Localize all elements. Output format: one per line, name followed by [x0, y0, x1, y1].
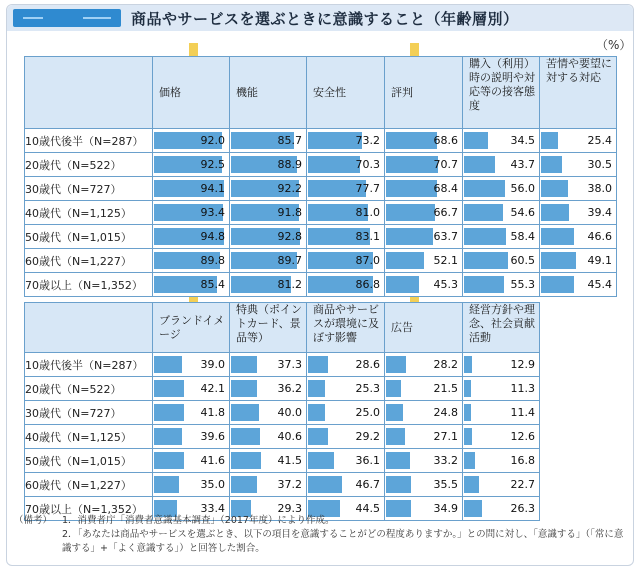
data-bar	[231, 380, 257, 397]
chart-title: 商品やサービスを選ぶときに意識すること（年齢層別）	[131, 10, 519, 28]
data-cell	[385, 201, 463, 225]
data-cell	[385, 377, 463, 401]
row-label: 10歳代後半（N=287）	[25, 129, 153, 153]
data-label: 39.0	[200, 358, 225, 371]
row-label: 70歳以上（N=1,352）	[25, 497, 153, 521]
data-label: 45.3	[433, 278, 458, 291]
table-corner	[25, 57, 153, 129]
table-row	[25, 449, 540, 473]
data-cell	[153, 225, 230, 249]
data-label: 28.2	[433, 358, 458, 371]
data-label: 36.1	[355, 454, 380, 467]
data-cell	[385, 353, 463, 377]
data-label: 27.1	[433, 430, 458, 443]
data-bar	[541, 252, 576, 269]
column-header: 購入（利用）時の説明や対応等の接客態度	[463, 57, 540, 129]
data-bar	[308, 356, 328, 373]
data-cell	[230, 153, 307, 177]
data-label: 40.6	[277, 430, 302, 443]
table-row	[25, 225, 617, 249]
data-cell	[463, 249, 540, 273]
data-label: 43.7	[510, 158, 535, 171]
data-cell	[230, 273, 307, 297]
table-row	[25, 177, 617, 201]
data-label: 35.0	[200, 478, 225, 491]
data-cell	[153, 129, 230, 153]
data-label: 28.6	[355, 358, 380, 371]
data-bar	[386, 356, 406, 373]
data-label: 49.1	[587, 254, 612, 267]
data-label: 56.0	[510, 182, 535, 195]
data-label: 39.6	[200, 430, 225, 443]
data-label: 46.6	[587, 230, 612, 243]
data-bar	[464, 356, 472, 373]
data-bar	[386, 452, 410, 469]
column-header: 安全性	[307, 57, 385, 129]
data-label: 92.0	[200, 134, 225, 147]
row-label: 10歳代後半（N=287）	[25, 353, 153, 377]
data-bar	[308, 476, 342, 493]
data-label: 52.1	[433, 254, 458, 267]
data-bar	[464, 228, 506, 245]
unit-label: （%）	[596, 38, 632, 52]
data-bar	[541, 276, 574, 293]
data-bar	[231, 452, 261, 469]
data-label: 41.8	[200, 406, 225, 419]
notes-label: （備考）	[14, 515, 53, 526]
data-label: 25.4	[587, 134, 612, 147]
data-bar	[464, 204, 503, 221]
data-bar	[464, 180, 505, 197]
data-bar	[308, 452, 334, 469]
data-bar	[308, 132, 362, 149]
data-label: 22.7	[510, 478, 535, 491]
data-cell	[540, 129, 617, 153]
data-bar	[308, 428, 328, 445]
data-bar	[541, 132, 558, 149]
data-bar	[386, 228, 433, 245]
data-label: 83.1	[355, 230, 380, 243]
data-label: 41.6	[200, 454, 225, 467]
table-row	[25, 401, 540, 425]
data-cell	[463, 425, 540, 449]
data-bar	[231, 404, 259, 421]
row-label: 40歳代（N=1,125）	[25, 201, 153, 225]
note-item: 2．「あなたは商品やサービスを選ぶとき、以下の項目を意識することがどの程度ありますか。」との問に対し、「意識する」（「常に意	[62, 529, 624, 540]
data-cell	[230, 129, 307, 153]
data-cell	[463, 129, 540, 153]
data-bar	[464, 252, 508, 269]
data-cell	[307, 353, 385, 377]
row-label: 20歳代（N=522）	[25, 377, 153, 401]
data-label: 58.4	[510, 230, 535, 243]
data-cell	[153, 273, 230, 297]
data-cell	[230, 177, 307, 201]
data-label: 93.4	[200, 206, 225, 219]
column-header: 特典（ポイントカード、景品等）	[230, 303, 307, 353]
data-cell	[385, 401, 463, 425]
data-cell	[540, 249, 617, 273]
data-cell	[230, 449, 307, 473]
data-cell	[153, 249, 230, 273]
column-header: ブランドイメージ	[153, 303, 230, 353]
data-label: 66.7	[433, 206, 458, 219]
data-bar	[386, 180, 437, 197]
data-cell	[307, 449, 385, 473]
table-corner	[25, 303, 153, 353]
data-label: 86.8	[355, 278, 380, 291]
data-label: 36.2	[277, 382, 302, 395]
data-label: 25.3	[355, 382, 380, 395]
data-label: 94.8	[200, 230, 225, 243]
data-bar	[231, 428, 260, 445]
table-row	[25, 249, 617, 273]
data-label: 11.3	[510, 382, 535, 395]
data-label: 89.7	[277, 254, 302, 267]
data-cell	[463, 473, 540, 497]
data-label: 37.2	[277, 478, 302, 491]
data-cell	[307, 201, 385, 225]
data-label: 37.3	[277, 358, 302, 371]
data-label: 70.3	[355, 158, 380, 171]
data-label: 34.9	[433, 502, 458, 515]
data-label: 35.5	[433, 478, 458, 491]
data-label: 54.6	[510, 206, 535, 219]
data-label: 11.4	[510, 406, 535, 419]
table-row	[25, 425, 540, 449]
data-cell	[153, 353, 230, 377]
data-cell	[385, 129, 463, 153]
data-cell	[463, 401, 540, 425]
note-item: 識する」+「よく意識する」）と回答した割合。	[62, 543, 265, 554]
data-cell	[385, 473, 463, 497]
data-bar	[386, 428, 405, 445]
data-cell	[230, 377, 307, 401]
column-header: 価格	[153, 57, 230, 129]
data-cell	[153, 425, 230, 449]
data-label: 81.0	[355, 206, 380, 219]
column-header: 商品やサービスが環境に及ぼす影響	[307, 303, 385, 353]
data-bar	[464, 452, 475, 469]
data-cell	[463, 449, 540, 473]
table-row	[25, 273, 617, 297]
row-label: 20歳代（N=522）	[25, 153, 153, 177]
data-cell	[540, 201, 617, 225]
data-cell	[307, 249, 385, 273]
table-row	[25, 353, 540, 377]
data-cell	[230, 249, 307, 273]
data-cell	[230, 225, 307, 249]
data-cell	[307, 377, 385, 401]
data-label: 81.2	[277, 278, 302, 291]
data-cell	[540, 273, 617, 297]
data-bar	[386, 156, 438, 173]
data-bar	[231, 476, 257, 493]
data-bar	[386, 276, 419, 293]
data-label: 68.4	[433, 182, 458, 195]
data-label: 92.8	[277, 230, 302, 243]
data-cell	[540, 177, 617, 201]
column-header: 広告	[385, 303, 463, 353]
data-label: 92.5	[200, 158, 225, 171]
data-label: 92.2	[277, 182, 302, 195]
data-label: 39.4	[587, 206, 612, 219]
data-label: 29.3	[277, 502, 302, 515]
data-cell	[463, 153, 540, 177]
data-bar	[386, 404, 403, 421]
data-label: 70.7	[433, 158, 458, 171]
data-label: 33.2	[433, 454, 458, 467]
data-cell	[385, 273, 463, 297]
data-bar	[541, 180, 568, 197]
table-row	[25, 153, 617, 177]
data-label: 87.0	[355, 254, 380, 267]
row-label: 70歳以上（N=1,352）	[25, 273, 153, 297]
data-label: 46.7	[355, 478, 380, 491]
data-label: 42.1	[200, 382, 225, 395]
data-cell	[385, 225, 463, 249]
data-cell	[385, 449, 463, 473]
data-cell	[153, 201, 230, 225]
row-label: 30歳代（N=727）	[25, 177, 153, 201]
data-label: 44.5	[355, 502, 380, 515]
data-label: 94.1	[200, 182, 225, 195]
data-bar	[231, 356, 257, 373]
table-row	[25, 129, 617, 153]
data-label: 60.5	[510, 254, 535, 267]
data-label: 85.4	[200, 278, 225, 291]
data-bar	[386, 252, 424, 269]
data-label: 33.4	[200, 502, 225, 515]
data-cell	[463, 201, 540, 225]
data-bar	[541, 228, 574, 245]
data-label: 29.2	[355, 430, 380, 443]
data-cell	[307, 401, 385, 425]
row-label: 50歳代（N=1,015）	[25, 225, 153, 249]
data-label: 63.7	[433, 230, 458, 243]
data-table-lower	[24, 302, 540, 521]
data-bar	[308, 404, 325, 421]
data-bar	[541, 156, 562, 173]
data-label: 85.7	[277, 134, 302, 147]
data-label: 12.6	[510, 430, 535, 443]
table-row	[25, 473, 540, 497]
data-bar	[464, 276, 504, 293]
data-cell	[385, 177, 463, 201]
row-label: 60歳代（N=1,227）	[25, 473, 153, 497]
data-cell	[463, 177, 540, 201]
data-bar	[464, 156, 495, 173]
data-cell	[153, 401, 230, 425]
data-cell	[230, 353, 307, 377]
column-header: 評判	[385, 57, 463, 129]
column-header: 機能	[230, 57, 307, 129]
data-label: 88.9	[277, 158, 302, 171]
data-label: 73.2	[355, 134, 380, 147]
data-cell	[463, 225, 540, 249]
column-header: 苦情や要望に対する対応	[540, 57, 617, 129]
data-cell	[540, 225, 617, 249]
data-cell	[307, 473, 385, 497]
data-label: 45.4	[587, 278, 612, 291]
data-label: 91.8	[277, 206, 302, 219]
data-bar	[154, 452, 184, 469]
data-label: 30.5	[587, 158, 612, 171]
figure-number-badge	[13, 9, 121, 27]
note-item: 1．消費者庁「消費者意識基本調査」（2017年度）により作成。	[62, 515, 335, 526]
data-cell	[307, 177, 385, 201]
data-cell	[463, 353, 540, 377]
row-label: 50歳代（N=1,015）	[25, 449, 153, 473]
data-bar	[464, 380, 471, 397]
data-bar	[464, 476, 479, 493]
data-cell	[463, 273, 540, 297]
row-label: 60歳代（N=1,227）	[25, 249, 153, 273]
column-header: 経営方針や理念、社会貢献活動	[463, 303, 540, 353]
data-table-upper	[24, 56, 617, 297]
data-label: 16.8	[510, 454, 535, 467]
data-cell	[385, 249, 463, 273]
data-cell	[307, 273, 385, 297]
data-cell	[385, 153, 463, 177]
data-bar	[541, 204, 569, 221]
data-label: 55.3	[510, 278, 535, 291]
row-label: 40歳代（N=1,125）	[25, 425, 153, 449]
data-label: 21.5	[433, 382, 458, 395]
data-cell	[153, 177, 230, 201]
data-bar	[464, 428, 472, 445]
data-cell	[385, 425, 463, 449]
data-bar	[386, 132, 437, 149]
data-label: 26.3	[510, 502, 535, 515]
data-bar	[386, 380, 401, 397]
data-label: 41.5	[277, 454, 302, 467]
data-cell	[153, 153, 230, 177]
data-label: 12.9	[510, 358, 535, 371]
data-bar	[386, 204, 435, 221]
data-cell	[153, 377, 230, 401]
data-label: 34.5	[510, 134, 535, 147]
data-cell	[230, 201, 307, 225]
data-cell	[540, 153, 617, 177]
data-cell	[307, 153, 385, 177]
data-cell	[153, 473, 230, 497]
notes	[14, 514, 623, 556]
data-bar	[154, 428, 182, 445]
data-bar	[154, 356, 182, 373]
data-bar	[464, 404, 471, 421]
data-bar	[154, 476, 179, 493]
data-bar	[386, 476, 411, 493]
data-label: 24.8	[433, 406, 458, 419]
data-label: 68.6	[433, 134, 458, 147]
data-cell	[307, 425, 385, 449]
data-bar	[154, 404, 184, 421]
data-cell	[463, 377, 540, 401]
data-cell	[230, 425, 307, 449]
table-row	[25, 377, 540, 401]
data-bar	[308, 156, 360, 173]
data-cell	[307, 225, 385, 249]
data-label: 77.7	[355, 182, 380, 195]
data-label: 38.0	[587, 182, 612, 195]
figure-header	[7, 5, 633, 31]
table-row	[25, 201, 617, 225]
data-cell	[230, 401, 307, 425]
data-bar	[154, 380, 184, 397]
data-label: 40.0	[277, 406, 302, 419]
data-label: 89.8	[200, 254, 225, 267]
data-cell	[153, 449, 230, 473]
data-label: 25.0	[355, 406, 380, 419]
data-bar	[308, 380, 325, 397]
data-cell	[230, 473, 307, 497]
row-label: 30歳代（N=727）	[25, 401, 153, 425]
data-cell	[307, 129, 385, 153]
data-bar	[464, 132, 488, 149]
